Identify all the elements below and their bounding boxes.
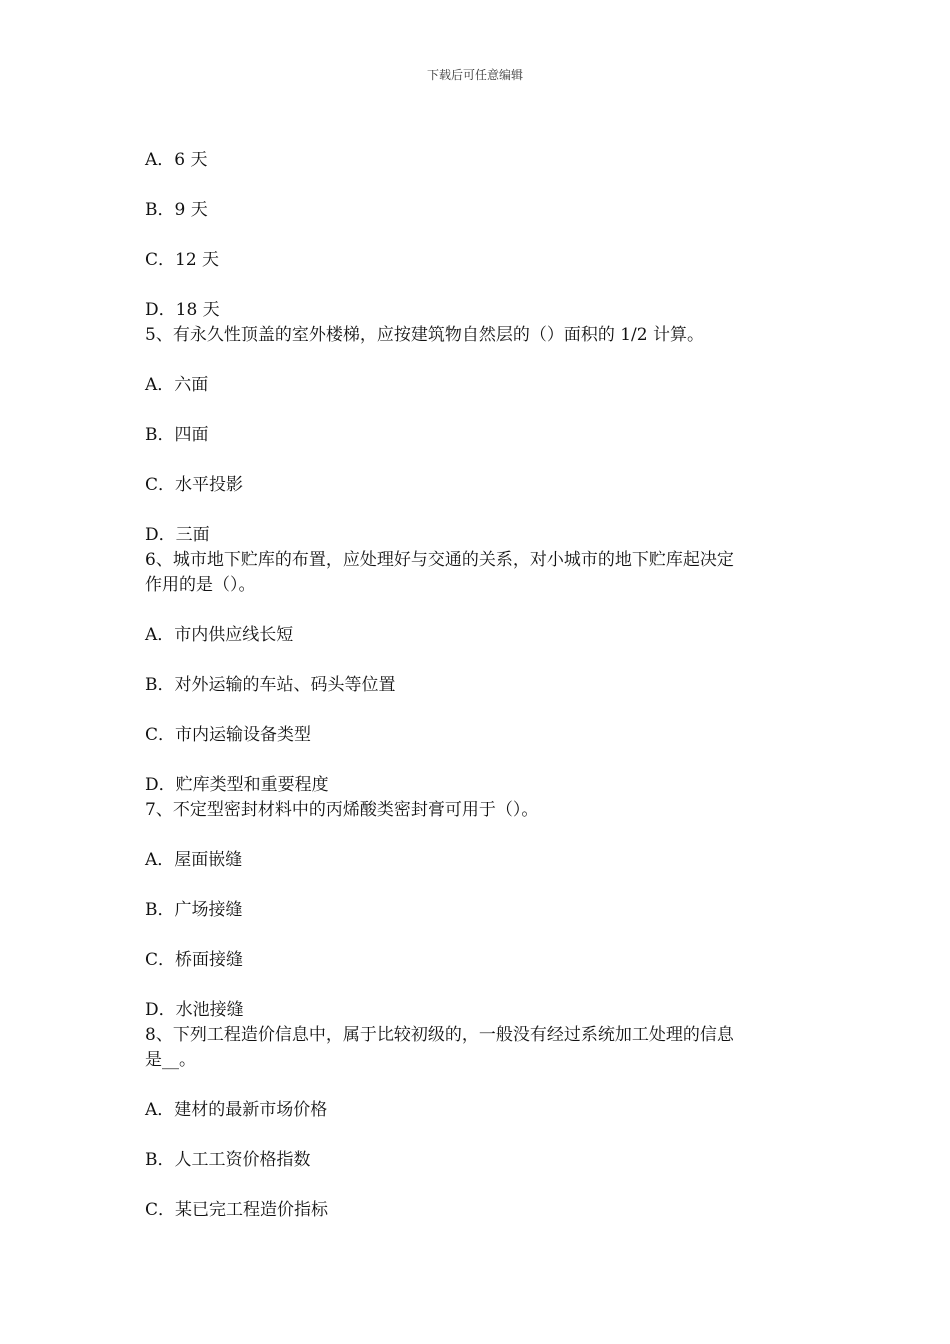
option-d: D．贮库类型和重要程度 — [145, 775, 329, 795]
question-text-line-1: 8、下列工程造价信息中，属于比较初级的，一般没有经过系统加工处理的信息 — [145, 1025, 734, 1045]
option-b: B．四面 — [145, 425, 209, 445]
option-a: A．6 天 — [145, 150, 208, 170]
question-5 — [145, 323, 815, 548]
question-8 — [145, 1023, 815, 1223]
question-4-options — [145, 148, 815, 323]
option-c: C．桥面接缝 — [145, 950, 244, 970]
page-header: 下载后可任意编辑 — [426, 68, 523, 82]
option-c: C．某已完工程造价指标 — [145, 1200, 329, 1220]
option-b: B．广场接缝 — [145, 900, 243, 920]
option-a: A．六面 — [145, 375, 209, 395]
option-d: D．三面 — [145, 525, 210, 545]
option-b: B．人工工资价格指数 — [145, 1150, 311, 1170]
option-c: C．12 天 — [145, 250, 220, 270]
option-d: D．18 天 — [145, 300, 220, 320]
option-c: C．水平投影 — [145, 475, 244, 495]
question-text-line-1: 6、城市地下贮库的布置，应处理好与交通的关系，对小城市的地下贮库起决定 — [145, 550, 734, 570]
option-b: B．对外运输的车站、码头等位置 — [145, 675, 396, 695]
option-b: B．9 天 — [145, 200, 208, 220]
question-text-line-2: 作用的是（）。 — [145, 575, 256, 595]
option-a: A．建材的最新市场价格 — [145, 1100, 328, 1120]
option-a: A．屋面嵌缝 — [145, 850, 243, 870]
option-d: D．水池接缝 — [145, 1000, 244, 1020]
question-text-line-2: 是__。 — [145, 1050, 196, 1070]
question-text: 7、不定型密封材料中的丙烯酸类密封膏可用于（）。 — [145, 800, 539, 820]
document-body — [145, 148, 815, 1223]
question-6 — [145, 548, 815, 798]
question-7 — [145, 798, 815, 1023]
question-text: 5、有永久性顶盖的室外楼梯，应按建筑物自然层的（）面积的 1/2 计算。 — [145, 325, 704, 345]
option-a: A．市内供应线长短 — [145, 625, 294, 645]
option-c: C．市内运输设备类型 — [145, 725, 312, 745]
